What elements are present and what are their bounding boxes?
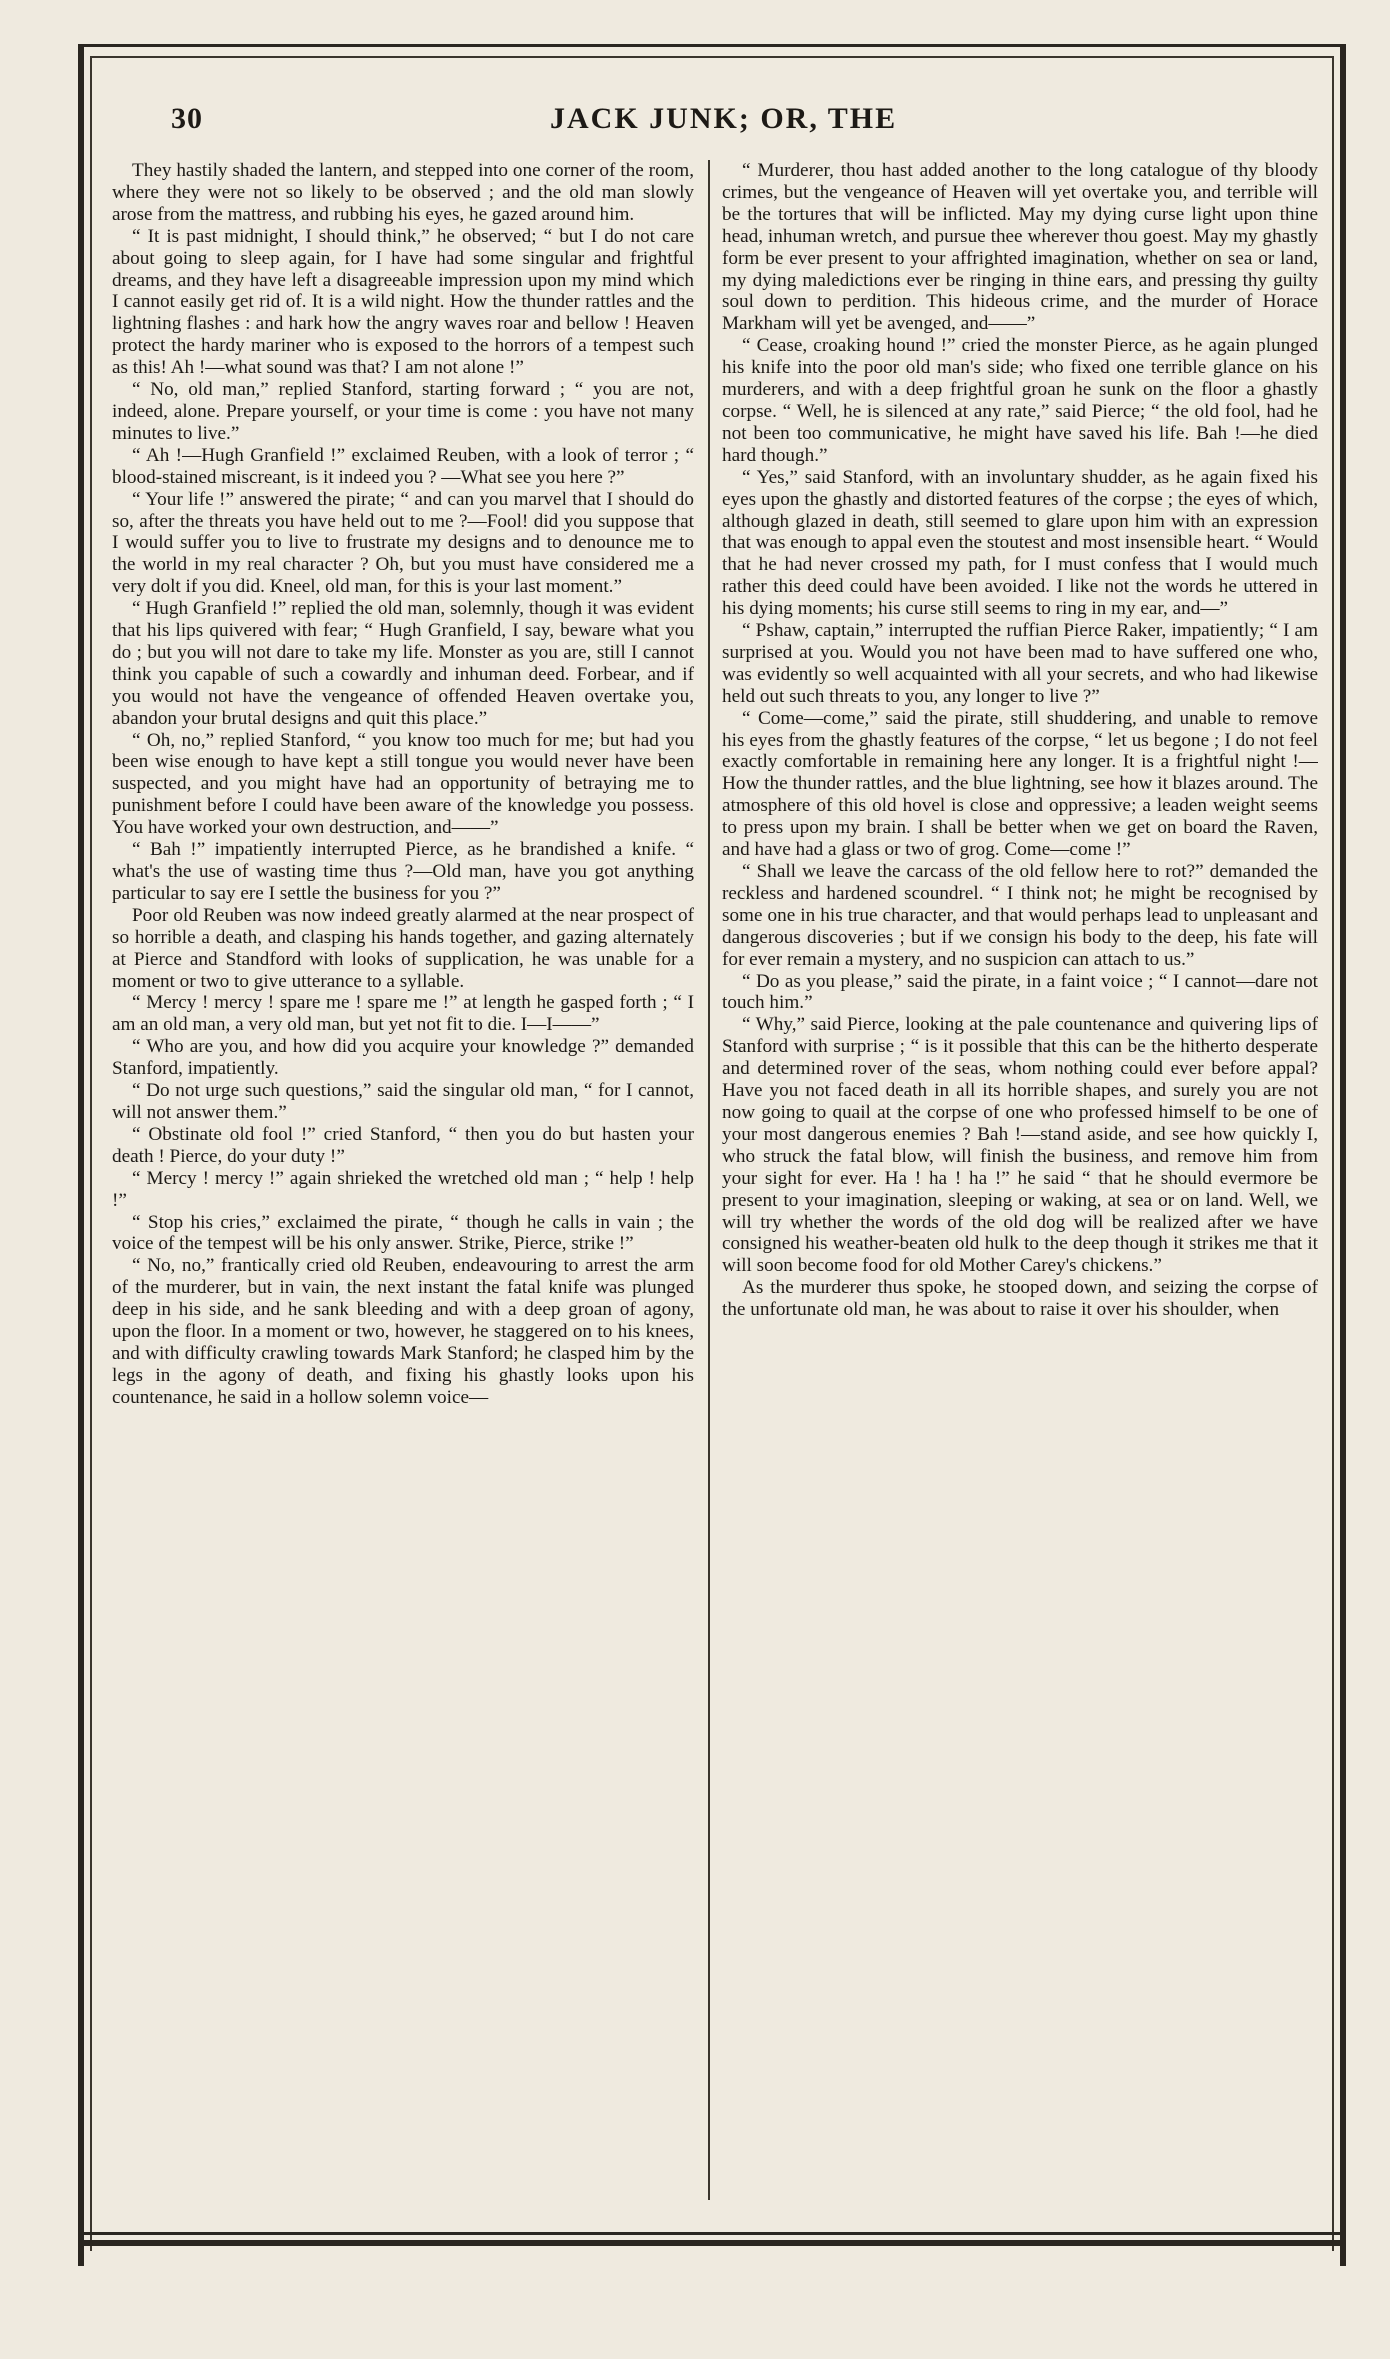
paragraph: “ Do not urge such questions,” said the singular old man, “ for I cannot, will not answer them.” [112,1080,694,1123]
paragraph: They hastily shaded the lantern, and stepped into one corner of the room, where they were not so likely to be observed ; and the old man slowly arose from the mattress, and rubbing his eyes, he gazed around him. [112,160,694,225]
paragraph: “ No, no,” frantically cried old Reuben, endeavouring to arrest the arm of the murderer, but in vain, the next instant the fatal knife was plunged deep in his side, and he sank bleeding and with a deep groan of agony, upon the floor. In a moment or two, however, he staggered on to his knees, and with difficulty crawling towards Mark Stanford; he clasped him by the legs in the agony of death, and fixing his ghastly looks upon his countenance, he said in a hollow solemn voice— [112,1255,694,1408]
paragraph: “ Murderer, thou hast added another to the long catalogue of thy bloody crimes, but the vengeance of Heaven will yet overtake you, and terrible will be the tortures that will be inflicted. May my dying curse light upon thine head, inhuman wretch, and pursue thee wherever thou goest. May my ghastly form be ever present to your affrighted imagination, whether on sea or land, my dying maledictions ever be ringing in thine ears, and pressing thy guilty soul down to perdition. This hideous crime, and the murder of Horace Markham will yet be avenged, and——” [722,160,1318,335]
paragraph: “ Why,” said Pierce, looking at the pale countenance and quivering lips of Stanford with surprise ; “ is it possible that this can be the hitherto desperate and determined rover of the seas, whom nothing could ever before appal? Have you not faced death in all its horrible shapes, and surely you are not now going to quail at the corpse of one who professed himself to be one of your most dangerous enemies ? Bah !—stand aside, and see how quickly I, who struck the fatal blow, will finish the business, and remove him from your sight for ever. Ha ! ha ! ha !” he said “ that he should evermore be present to your imagination, sleeping or waking, at sea or on land. Well, we will try whether the words of the old dog will be realized after we have consigned his weather-beaten old hulk to the deep though it strikes me that it will soon become food for old Mother Carey's chickens.” [722,1014,1318,1277]
left-column [112,160,694,2200]
paragraph: “ Hugh Granfield !” replied the old man, solemnly, though it was evident that his lips quivered with fear; “ Hugh Granfield, I say, beware what you do ; but you will not dare to take my life. Monster as you are, still I cannot think you capable of such a cowardly and inhuman deed. Forbear, and if you would not have the vengeance of offended Heaven overtake you, abandon your brutal designs and quit this place.” [112,598,694,729]
page-number: 30 [171,102,203,135]
running-title: JACK JUNK; OR, THE [550,102,898,135]
paragraph: “ Ah !—Hugh Granfield !” exclaimed Reuben, with a look of terror ; “ blood-stained miscreant, is it indeed you ? —What see you here ?” [112,444,694,488]
bottom-rule-thin [84,2232,1346,2235]
right-column [722,160,1318,2200]
paragraph: “ Pshaw, captain,” interrupted the ruffian Pierce Raker, impatiently; “ I am surprised at you. Would you not have been mad to have suffered one who, was evidently so well acquainted with all your secrets, and who had likewise held out such threats to you, any longer to live ?” [722,620,1318,707]
paragraph: “ No, old man,” replied Stanford, starting forward ; “ you are not, indeed, alone. Prepare yourself, or your time is come : you have not many minutes to live.” [112,379,694,444]
page-header [95,102,1325,152]
paragraph: “ Cease, croaking hound !” cried the monster Pierce, as he again plunged his knife into the poor old man's side; who fixed one terrible glance on his murderers, and with a deep frightful groan he sunk on the floor a ghastly corpse. “ Well, he is silenced at any rate,” said Pierce; “ the old fool, had he not been too communicative, he might have saved his life. Bah !—he died hard though.” [722,335,1318,466]
paragraph: “ Shall we leave the carcass of the old fellow here to rot?” demanded the reckless and hardened scoundrel. “ I think not; he might be recognised by some one in his true character, and that would perhaps lead to unpleasant and dangerous discoveries ; but if we consign his body to the deep, his fate will for ever remain a mystery, and no suspicion can attach to us.” [722,861,1318,970]
paragraph: As the murderer thus spoke, he stooped down, and seizing the corpse of the unfortunate old man, he was about to raise it over his shoulder, when [722,1277,1318,1321]
paragraph: “ Come—come,” said the pirate, still shuddering, and unable to remove his eyes from the ghastly features of the corpse, “ let us begone ; I do not feel exactly comfortable in remaining here any longer. It is a frightful night !—How the thunder rattles, and the blue lightning, see how it blazes around. The atmosphere of this old hovel is close and oppressive; a leaden weight seems to press upon my brain. I shall be better when we get on board the Raven, and have had a glass or two of grog. Come—come !” [722,707,1318,861]
paragraph: “ Oh, no,” replied Stanford, “ you know too much for me; but had you been wise enough to have kept a still tongue you would never have been suspected, and you might have had an opportunity of betraying me to punishment before I could have been aware of the knowledge you possess. You have worked your own destruction, and——” [112,729,694,839]
paragraph: “ Who are you, and how did you acquire your knowledge ?” demanded Stanford, impatiently. [112,1036,694,1080]
paragraph: “ Mercy ! mercy ! spare me ! spare me !” at length he gasped forth ; “ I am an old man, a very old man, but yet not fit to die. I—I——” [112,992,694,1036]
paragraph: Poor old Reuben was now indeed greatly alarmed at the near prospect of so horrible a death, and clasping his hands together, and gazing alternately at Pierce and Standford with looks of supplication, he was unable for a moment or two to give utterance to a syllable. [112,904,694,992]
paragraph: “ Obstinate old fool !” cried Stanford, “ then you do but hasten your death ! Pierce, do your duty !” [112,1123,694,1167]
paragraph: “ Yes,” said Stanford, with an involuntary shudder, as he again fixed his eyes upon the ghastly and distorted features of the corpse ; the eyes of which, although glazed in death, still seemed to glare upon him with an expression that was enough to appal even the stoutest and most insensible heart. “ Would that he had never crossed my path, for I must confess that I would much rather this deed could have been avoided. I like not the words he uttered in his dying moments; his curse still seems to ring in my ear, and—” [722,466,1318,620]
column-divider [708,160,710,2200]
paragraph: “ Bah !” impatiently interrupted Pierce, as he brandished a knife. “ what's the use of wasting time thus ?—Old man, have you got anything particular to say ere I settle the business for you ?” [112,839,694,904]
paragraph: “ Your life !” answered the pirate; “ and can you marvel that I should do so, after the threats you have held out to me ?—Fool! did you suppose that I would suffer you to live to frustrate my designs and to denounce me to the world in my real character ? Oh, but you must have considered me a very dolt if you did. Kneel, old man, for this is your last moment.” [112,488,694,598]
paragraph: “ Stop his cries,” exclaimed the pirate, “ though he calls in vain ; the voice of the tempest will be his only answer. Strike, Pierce, strike !” [112,1211,694,1255]
paragraph: “ It is past midnight, I should think,” he observed; “ but I do not care about going to sleep again, for I have had some singular and frightful dreams, and they have left a disagreeable impression upon my mind which I cannot easily get rid of. It is a wild night. How the thunder rattles and the lightning flashes : and hark how the angry waves roar and bellow ! Heaven protect the hardy mariner who is exposed to the horrors of a tempest such as this! Ah !—what sound was that? I am not alone !” [112,225,694,379]
paragraph: “ Mercy ! mercy !” again shrieked the wretched old man ; “ help ! help !” [112,1167,694,1211]
bottom-rule-thick [84,2240,1346,2246]
paragraph: “ Do as you please,” said the pirate, in a faint voice ; “ I cannot—dare not touch him.” [722,970,1318,1014]
